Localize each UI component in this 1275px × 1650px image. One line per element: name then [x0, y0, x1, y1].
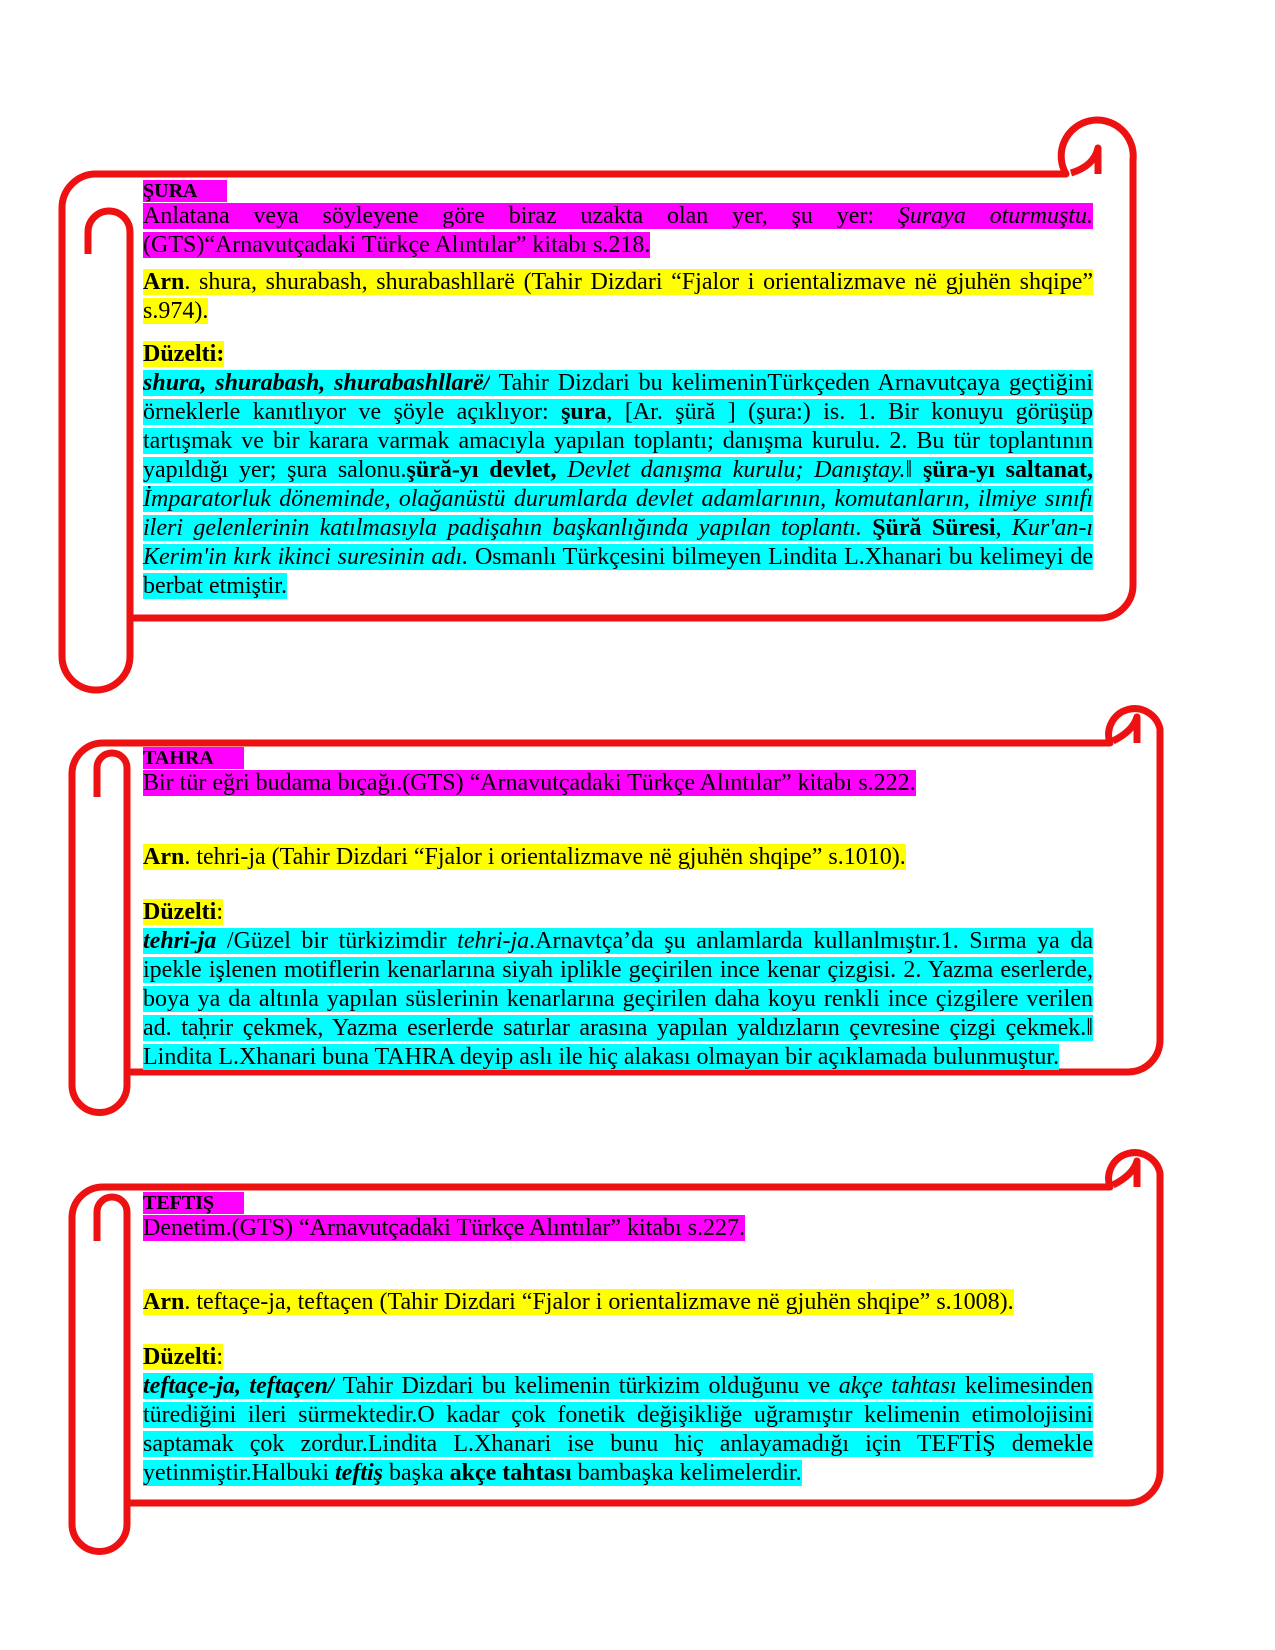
text-run: Kur'an-ı Kerim'in kırk ikinci suresinin adı.: [143, 515, 1094, 570]
arn-text: [143, 844, 906, 870]
definition-paragraph: [143, 202, 1093, 260]
text-run: ,: [995, 515, 1012, 541]
text-run: teftaçe-ja, teftaçen/: [143, 1373, 335, 1399]
arn-text: [143, 269, 1093, 324]
definition-text: [143, 203, 1093, 258]
text-run: şura: [561, 399, 607, 425]
duzelti-label-line: [143, 898, 1093, 927]
text-run: Osmanlı Türkçesini bilmeyen Lindita L.Xhanari bu kelimeyi de berbat etmiştir.: [143, 544, 1093, 599]
text-run: Bir tür eğri budama bıçağı.(GTS) “Arnavutçadaki Türkçe Alıntılar” kitabı s.222.: [143, 770, 916, 796]
text-run: shura, shurabash, shurabashllarë/: [143, 370, 491, 396]
duzelti-label: [143, 1344, 223, 1370]
text-run: (GTS)“Arnavutçadaki Türkçe Alıntılar” kitabı s.218.: [143, 232, 651, 258]
text-run: İmparatorluk döneminde, olağanüstü durumlarda devlet adamlarının, komutanların, ilmiye sınıfı ileri gelenlerinin katılmasıyla padişahın başkanlığında yapılan toplantı.: [143, 486, 1093, 541]
duzelti-label: [143, 341, 224, 367]
text-run: şüră-yı devlet,: [406, 457, 557, 483]
text-run: Şuraya oturmuştu.: [897, 203, 1093, 229]
correction-text: [143, 928, 1093, 1070]
entry-title-line: [143, 1190, 1093, 1214]
text-run: kelimesinden türediğini ileri sürmektedir.O kadar çok fonetik değişikliğe uğramıştır kelimenin etimolojisini saptamak çok zordur.Lindita L.Xhanari ise bunu hiç anlayamadığı için TEFTİŞ demekle yetinmiştir.Halbuki: [143, 1373, 1093, 1486]
entry-section-sura: [143, 178, 1093, 601]
correction-text: [143, 370, 1093, 599]
text-run: . tehri-ja (Tahir Dizdari “Fjalor i orientalizmave në gjuhën shqipe” s.1010).: [184, 844, 906, 870]
duzelti-label-line: [143, 1343, 1093, 1372]
text-run: /Güzel bir türkizimdir: [216, 928, 458, 954]
entry-title-line: [143, 745, 1093, 769]
correction-paragraph: [143, 369, 1093, 601]
text-run: . teftaçe-ja, teftaçen (Tahir Dizdari “Fjalor i orientalizmave në gjuhën shqipe” s.1008).: [184, 1289, 1014, 1315]
text-run: akçe tahtası: [838, 1373, 957, 1399]
text-run: tehri-ja: [143, 928, 217, 954]
text-run: Arn: [143, 844, 185, 870]
entry-title-line: [143, 178, 1093, 202]
definition-text: [143, 770, 916, 796]
entry-section-teftis: [143, 1190, 1093, 1488]
arn-paragraph: [143, 1288, 1093, 1317]
text-run: Devlet danışma kurulu; Danıştay.‖: [556, 457, 923, 483]
text-run: Düzelti: [143, 899, 217, 925]
definition-paragraph: [143, 1214, 1093, 1243]
entry-section-tahra: [143, 745, 1093, 1072]
definition-text: [143, 1215, 745, 1241]
text-run: Tahir Dizdari bu kelimenin türkizim olduğunu ve: [334, 1373, 839, 1399]
correction-text: [143, 1373, 1093, 1486]
arn-paragraph: [143, 268, 1093, 326]
text-run: Arn: [143, 1289, 185, 1315]
text-run: Denetim.(GTS) “Arnavutçadaki Türkçe Alıntılar” kitabı s.227.: [143, 1215, 746, 1241]
duzelti-label-line: [143, 340, 1093, 369]
text-run: teftiş: [335, 1460, 383, 1486]
text-run: Düzelti:: [143, 341, 225, 367]
text-run: Tahir Dizdari bu kelimeninTürkçeden Arnavutçaya geçtiğini örneklerle kanıtlıyor ve şöyle açıklıyor:: [143, 370, 1093, 425]
arn-paragraph: [143, 843, 1093, 872]
text-run: bambaşka kelimelerdir.: [571, 1460, 802, 1486]
text-run: , [Ar. şüră ] (şura:) is. 1. Bir konuyu görüşüp tartışmak ve bir karara varmak amacıyla yapılan toplantı; danışma kurulu. 2. Bu tür toplantının yapıldığı yer; şura salonu.: [143, 399, 1093, 483]
text-run: :: [216, 899, 223, 925]
entry-title: TEFTIŞ: [143, 1192, 244, 1214]
text-run: :: [216, 1344, 223, 1370]
definition-paragraph: [143, 769, 1093, 798]
correction-paragraph: [143, 1372, 1093, 1488]
text-run: tehri-ja: [457, 928, 530, 954]
text-run: Şüră Süresi: [872, 515, 996, 541]
text-run: Düzelti: [143, 1344, 217, 1370]
text-run: Anlatana veya söyleyene göre biraz uzakta olan yer, şu yer:: [143, 203, 898, 229]
text-run: . shura, shurabash, shurabashllarë (Tahir Dizdari “Fjalor i orientalizmave në gjuhën shqipe” s.974).: [143, 269, 1093, 324]
entry-title: TAHRA: [143, 747, 244, 769]
text-run: akçe tahtası: [449, 1460, 572, 1486]
entry-title: ŞURA: [143, 180, 227, 202]
text-run: başka: [383, 1460, 450, 1486]
text-run: Arn: [143, 269, 185, 295]
duzelti-label: [143, 899, 223, 925]
text-run: şüra-yı saltanat,: [922, 457, 1094, 483]
text-run: .Arnavtça’da şu anlamlarda kullanlmıştır.1. Sırma ya da ipekle işlenen motiflerin kenarlarına siyah iplikle geçirilen ince kenar çizgisi. 2. Yazma eserlerde, boya ya da altınla yapılan süslerinin kenarlarına geçirilen daha koyu renkli ince çizgilere verilen ad. taḥrir çekmek, Yazma eserlerde satırlar arasına yapılan yaldızların çevresine çizgi çekmek.‖ Lindita L.Xhanari buna TAHRA deyip aslı ile hiç alakası olmayan bir açıklamada bulunmuştur.: [143, 928, 1093, 1070]
correction-paragraph: [143, 927, 1093, 1072]
arn-text: [143, 1289, 1014, 1315]
